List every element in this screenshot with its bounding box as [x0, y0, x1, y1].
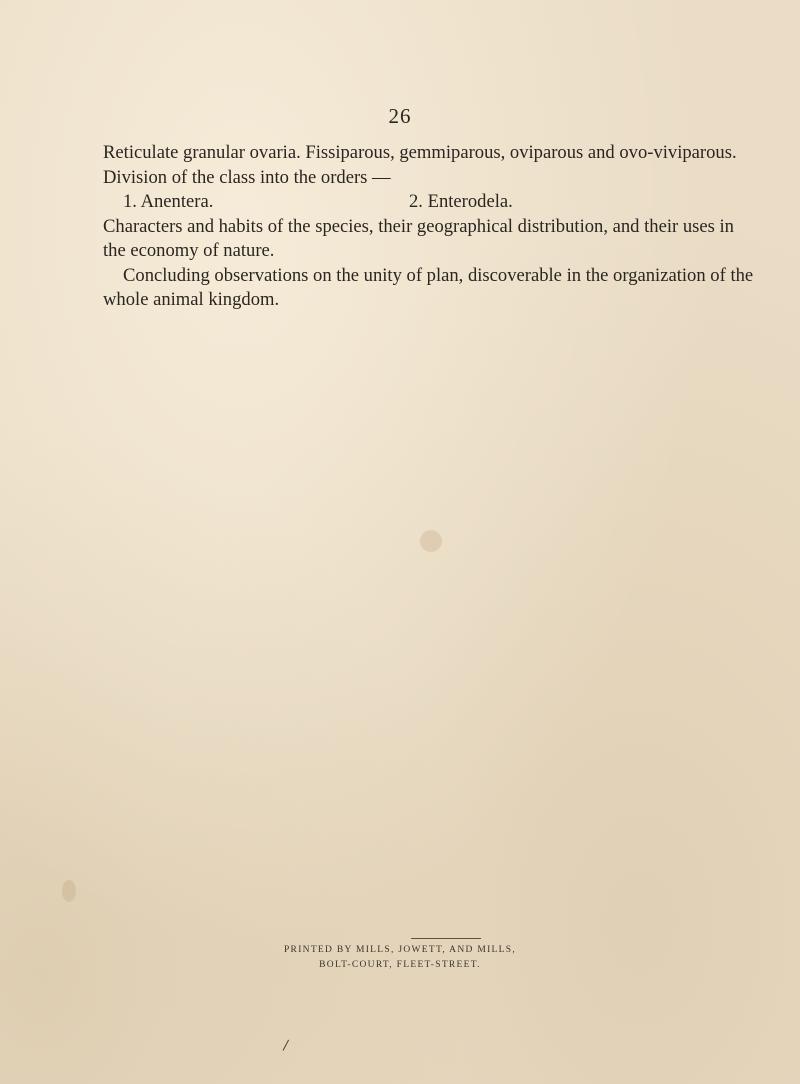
pencil-mark: [283, 1040, 290, 1051]
printer-address: BOLT-COURT, FLEET-STREET.: [319, 960, 481, 970]
printer-imprint: PRINTED BY MILLS, JOWETT, AND MILLS,: [283, 945, 517, 955]
imprint-rule: [411, 938, 481, 939]
paper-stain: [62, 880, 76, 902]
body-line: Division of the class into the orders —: [103, 166, 391, 188]
body-line: whole animal kingdom.: [103, 289, 280, 310]
body-line: Reticulate granular ovaria. Fissiparous, gemmiparous, oviparous and ovo-viviparous.: [103, 142, 737, 163]
orders-list: [103, 190, 723, 215]
body-text: [103, 141, 754, 313]
body-line: Characters and habits of the species, their geographical distribution, and their uses in: [103, 215, 734, 237]
order-item: 2. Enterodela.: [409, 191, 513, 212]
paper-stain: [420, 530, 442, 552]
body-line: Concluding observations on the unity of plan, discoverable in the organization of the: [123, 264, 754, 286]
order-item: 1. Anentera.: [123, 191, 214, 212]
body-line: the economy of nature.: [103, 240, 275, 261]
page-number: 26: [388, 104, 412, 128]
